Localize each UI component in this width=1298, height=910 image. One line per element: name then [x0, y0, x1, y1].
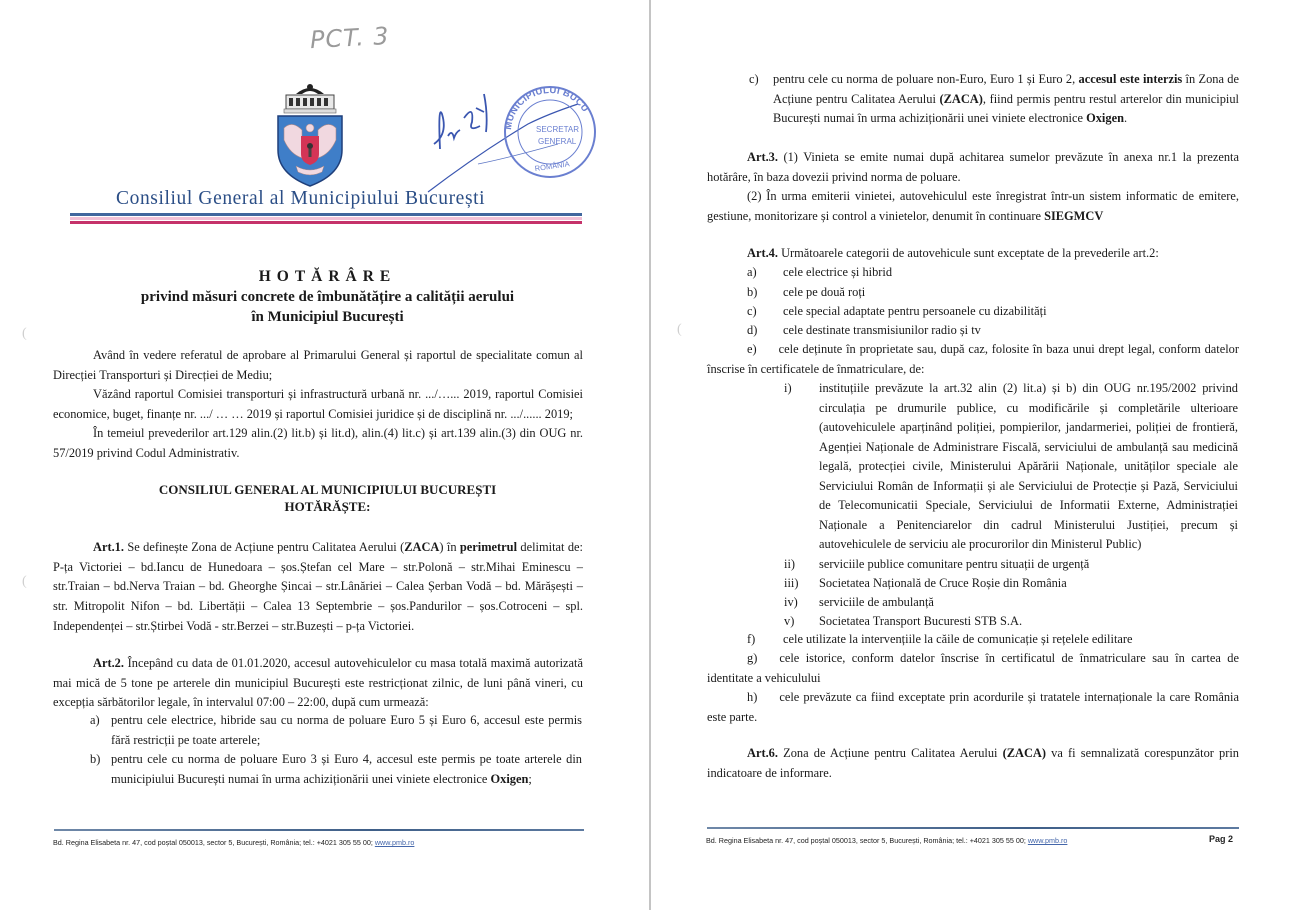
article-3-label: Art.3. [747, 150, 778, 164]
bucharest-coat-of-arms-icon [272, 80, 348, 188]
footer-divider [707, 827, 1239, 829]
document-heading: HOTĂRÂRE [258, 268, 397, 285]
article-4-item-g: g) cele istorice, conform datelor înscrise în certificatul de înmatriculare sau în cartea de identitate a vehiculului [707, 651, 1239, 685]
document-subheading-line2: în Municipiul București [251, 309, 404, 325]
header-tricolor-divider [70, 213, 582, 226]
article-4-subitem-i: i) instituțiile prevăzute la art.32 alin (2) lit.a) și b) din OUG nr.195/2002 privind circulația pe drumurile publice, cu modificările și completările ulterioare (autovehiculele aparținând poliției, pompierilor, jandarmeriei, poliției de frontieră, Agenției Naționale de Administrare Fiscală, serviciului de ambulanță sau medicină legală, protecției civile, Ministerului Apărării Naționale, unităților speciale ale Serviciului Român de Informații și ale Serviciului de Protecție și Pază, Serviciului de Telecomunicatii Speciale, Serviciului de Informatii Externe, Administrației Naționale a Penitenciarelor din cadrul Ministerului Justiției, precum și autovehiculele de serviciu ale procurorilor din Ministerul Public) [784, 381, 1238, 551]
svg-text:MUNICIPIULUI BUCU: MUNICIPIULUI BUCU [502, 84, 591, 131]
document-page-2 [651, 0, 1298, 910]
article-2-item-a: a) pentru cele electrice, hibride sau cu norma de poluare Euro 5 și Euro 6, accesul este permis fără restricții pe toate arterele; [90, 713, 582, 747]
footer-website-link[interactable]: www.pmb.ro [374, 838, 415, 847]
svg-text:ROMÂNIA: ROMÂNIA [534, 159, 571, 174]
scan-margin-mark: ( [22, 326, 27, 341]
handwritten-note: PCT. 3 [309, 21, 391, 55]
article-4-item-h: h) cele prevăzute ca fiind exceptate prin acordurile și tratatele internaționale la care România este parte. [707, 690, 1239, 724]
scan-margin-mark: ( [677, 322, 682, 337]
article-6: Art.6. Zona de Acțiune pentru Calitatea Aerului (ZACA) va fi semnalizată corespunzător prin indicatoare de informare. [707, 746, 1240, 780]
article-1-label: Art.1. [93, 540, 124, 554]
document-subheading-line1: privind măsuri concrete de îmbunătățire a calității aerului [140, 289, 515, 305]
article-4-item-c: c) cele special adaptate pentru persoanele cu dizabilități [747, 304, 1047, 318]
footer-website-link[interactable]: www.pmb.ro [1027, 836, 1068, 845]
article-2-item-b: b) pentru cele cu norma de poluare Euro 3 și Euro 4, accesul este permis pe toate arterele din municipiului București numai în urma achiziționării unei viniete electronice Oxigen; [90, 752, 582, 786]
preamble-paragraph-2: Văzând raportul Comisiei transporturi și infrastructură urbană nr. .../…... 2019, raportul Comisiei economice, buget, finanțe nr. .../ … … 2019 și raportul Comisiei juridice și de disciplină nr. .../...... 2019; [53, 387, 583, 421]
article-4-subitem-iii: iii) Societatea Națională de Cruce Roșie din România [784, 576, 1067, 590]
council-title: Consiliul General al Municipiului București [116, 188, 486, 209]
page-number: Pag 2 [1209, 834, 1234, 844]
article-4-item-d: d) cele destinate transmisiunilor radio și tv [747, 323, 981, 337]
article-2-item-c: c) pentru cele cu norma de poluare non-Euro, Euro 1 și Euro 2, accesul este interzis în Zona de Acțiune pentru Calitatea Aerului (ZACA), fiind permis pentru restul arterelor din municipiul București numai în urma achiziționării unei viniete electronice Oxigen. [749, 72, 1239, 125]
scan-margin-mark: ( [22, 574, 27, 589]
article-3-paragraph-2: (2) În urma emiterii vinietei, autovehiculul este înregistrat într-un sistem informatic de emitere, gestiune, monitorizare și control a vinietelor, denumit în continuare SIEGMCV [707, 189, 1239, 223]
preamble-paragraph-3: În temeiul prevederilor art.129 alin.(2) lit.b) și lit.d), alin.(4) lit.c) și art.139 alin.(3) din OUG nr. 57/2019 privind Codul Administrativ. [53, 426, 583, 460]
article-4-intro: Art.4. Următoarele categorii de autovehicule sunt exceptate de la prevederile art.2: [747, 246, 1159, 260]
article-4-item-f: f) cele utilizate la intervențiile la căile de comunicație și rețelele edilitare [747, 632, 1133, 646]
footer-address: Bd. Regina Elisabeta nr. 47, cod poștal 050013, sector 5, București, România; tel.: +4021 305 55 00; www.pmb.ro [53, 838, 415, 847]
article-6-label: Art.6. [747, 746, 778, 760]
signature-and-stamp [418, 74, 608, 194]
svg-text:GENERAL: GENERAL [538, 137, 577, 146]
article-4-subitem-ii: ii) serviciile publice comunitare pentru situații de urgență [784, 557, 1090, 571]
footer-divider [54, 829, 584, 831]
article-4-item-a: a) cele electrice și hibrid [747, 265, 893, 279]
article-2-label: Art.2. [93, 656, 124, 670]
article-1: Art.1. Se definește Zona de Acțiune pentru Calitatea Aerului (ZACA) în perimetrul delimitat de: P-ța Victoriei – bd.Iancu de Hunedoara – șos.Ștefan cel Mare – str.Polonă – str.Mihai Eminescu – str.Traian – bd.Nerva Traian – bd. Gheorghe Șincai – str.Lânăriei – Calea Șerban Vodă – bd. Mărășești – str. Mitropolit Nifon – bd. Libertății – Calea 13 Septembrie – șos.Pandurilor – șos.Cotroceni – spl. Independenței – str.Știrbei Vodă - str.Berzei – str.Buzești – p-ța Victoriei. [53, 540, 583, 633]
footer-address: Bd. Regina Elisabeta nr. 47, cod poștal 050013, sector 5, București, România; tel.: +4021 305 55 00; www.pmb.ro [706, 836, 1068, 845]
article-4-label: Art.4. [747, 246, 778, 260]
article-2: Art.2. Începând cu data de 01.01.2020, accesul autovehiculelor cu masa totală maximă autorizată mai mică de 5 tone pe arterele din municipiul București este restricționat zilnic, de luni până vineri, cu excepția sărbătorilor legale, în intervalul 07:00 – 22:00, după cum urmează: [53, 656, 583, 710]
article-4-subitem-v: v) Societatea Transport Bucuresti STB S.A. [784, 614, 1023, 628]
decides-heading: HOTĂRĂȘTE: [284, 499, 371, 514]
preamble-paragraph-1: Având în vedere referatul de aprobare al Primarului General și raportul de specialitate comun al Direcției Transporturi și Direcției de Mediu; [53, 348, 583, 382]
article-3-paragraph-1: Art.3. (1) Vinieta se emite numai după achitarea sumelor prevăzute în anexa nr.1 la prezenta hotărâre, în baza dovezii privind norma de poluare. [707, 150, 1239, 184]
article-4-item-e: e) cele deținute în proprietate sau, după caz, folosite în baza unui drept legal, conform datelor înscrise în certificatele de înmatriculare, de: [707, 342, 1239, 376]
svg-text:SECRETAR: SECRETAR [536, 125, 579, 134]
article-4-subitem-iv: iv) serviciile de ambulanță [784, 595, 934, 609]
council-heading: CONSILIUL GENERAL AL MUNICIPIULUI BUCUREȘTI [158, 482, 497, 497]
article-4-item-b: b) cele pe două roți [747, 285, 866, 299]
